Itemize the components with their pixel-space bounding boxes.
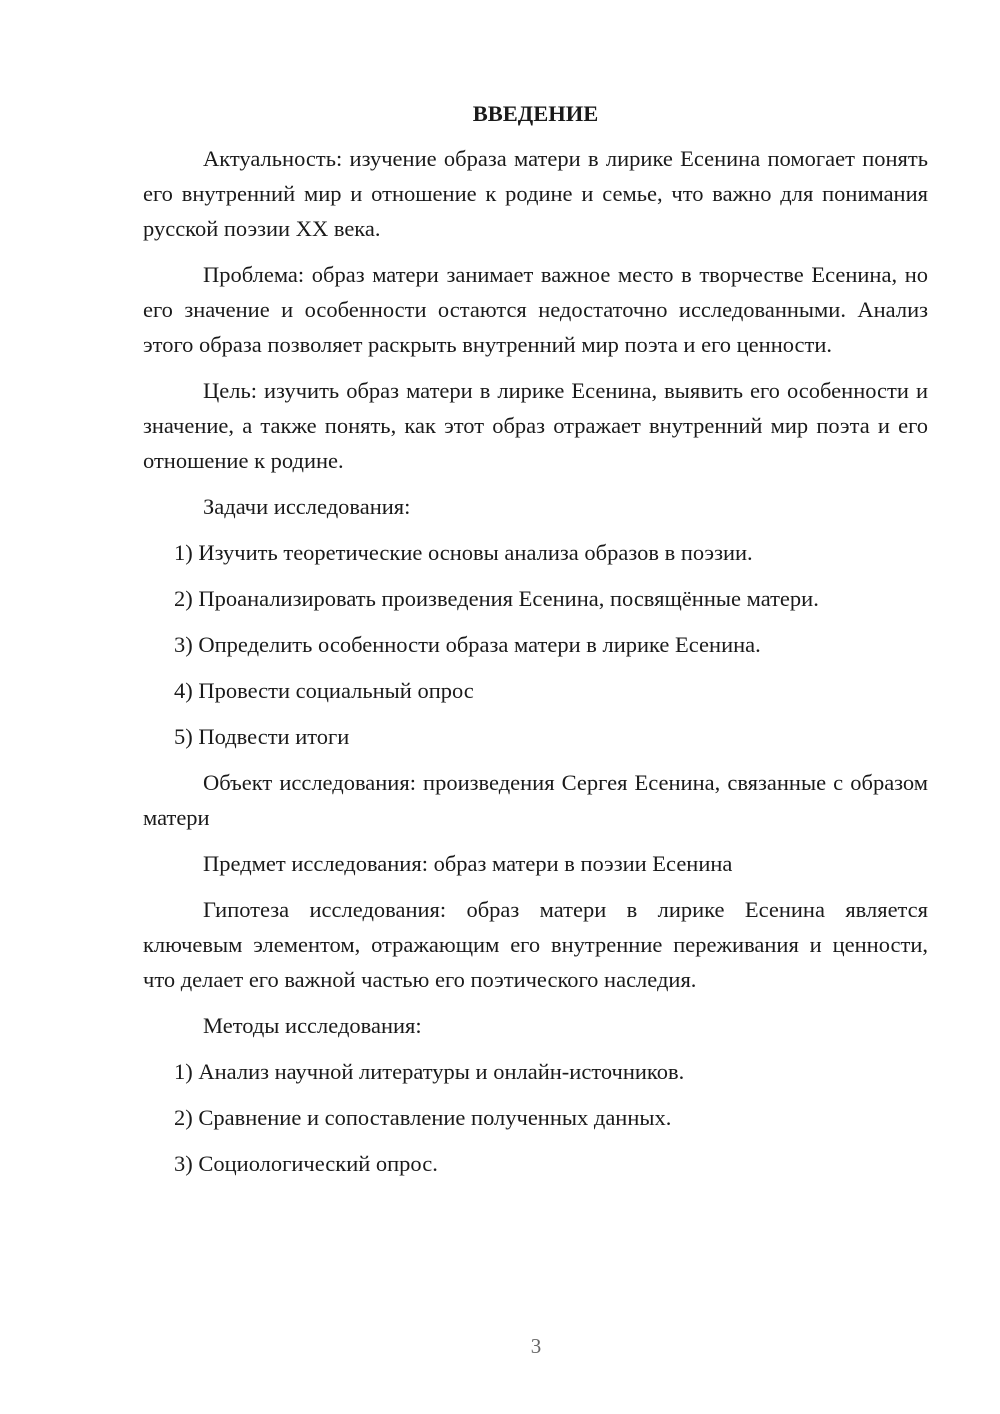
method-item-1: 1) Анализ научной литературы и онлайн-источников. xyxy=(174,1059,685,1084)
methods-heading: Методы исследования: xyxy=(203,1013,422,1038)
task-item-5: 5) Подвести итоги xyxy=(174,724,350,749)
method-item-2: 2) Сравнение и сопоставление полученных данных. xyxy=(174,1105,672,1130)
task-item-3: 3) Определить особенности образа матери в лирике Есенина. xyxy=(174,632,761,657)
problem-paragraph: Проблема: образ матери занимает важное место в творчестве Есенина, но его значение и особенности остаются недостаточно исследованными. Анализ этого образа позволяет раскрыть внутренний мир поэта и его ценности. xyxy=(143,262,928,357)
section-title: ВВЕДЕНИЕ xyxy=(472,101,599,126)
task-item-4: 4) Провести социальный опрос xyxy=(174,678,474,703)
relevance-paragraph: Актуальность: изучение образа матери в лирике Есенина помогает понять его внутренний мир и отношение к родине и семье, что важно для понимания русской поэзии XX века. xyxy=(143,146,928,241)
page-number: 3 xyxy=(530,1334,542,1358)
object-paragraph: Объект исследования: произведения Сергея Есенина, связанные с образом матери xyxy=(143,770,928,830)
subject-paragraph: Предмет исследования: образ матери в поэзии Есенина xyxy=(203,851,733,876)
task-item-2: 2) Проанализировать произведения Есенина, посвящённые матери. xyxy=(174,586,819,611)
document-body xyxy=(143,96,928,1192)
task-item-1: 1) Изучить теоретические основы анализа образов в поэзии. xyxy=(174,540,753,565)
tasks-heading: Задачи исследования: xyxy=(203,494,411,519)
method-item-3: 3) Социологический опрос. xyxy=(174,1151,438,1176)
hypothesis-paragraph: Гипотеза исследования: образ матери в лирике Есенина является ключевым элементом, отражающим его внутренние переживания и ценности, что делает его важной частью его поэтического наследия. xyxy=(143,897,928,992)
goal-paragraph: Цель: изучить образ матери в лирике Есенина, выявить его особенности и значение, а также понять, как этот образ отражает внутренний мир поэта и его отношение к родине. xyxy=(143,378,928,473)
